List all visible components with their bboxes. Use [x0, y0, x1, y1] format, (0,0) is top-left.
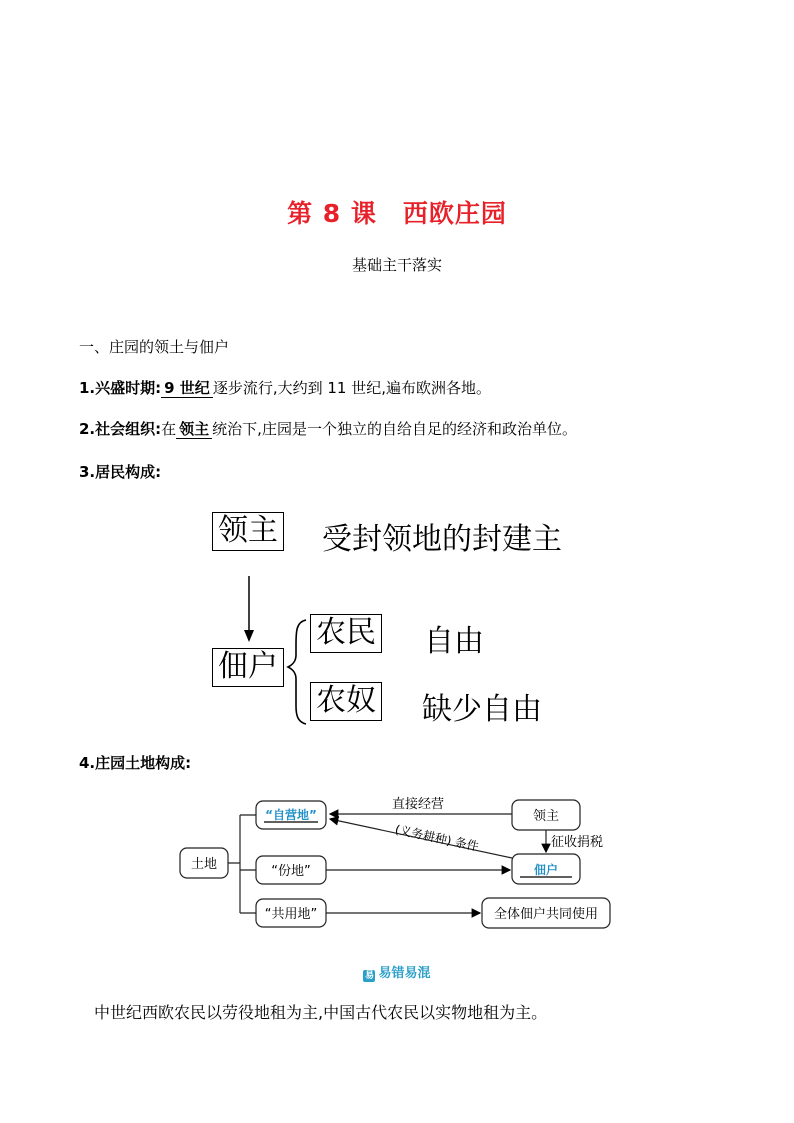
section-heading: 一、庄园的领土与佃户 — [79, 338, 230, 356]
peasant-description: 自由 — [424, 624, 484, 659]
lesson-number: 第 8 课 — [287, 199, 377, 228]
page-subtitle: 基础主干落实 — [351, 256, 442, 274]
tip-heading — [0, 962, 794, 982]
tip-note: 中世纪西欧农民以劳役地租为主,中国古代农民以实物地租为主。 — [94, 1003, 548, 1022]
lord-box: 领主 — [212, 512, 284, 551]
demesne-text: “自营地” — [265, 808, 317, 822]
lord-node-text: 领主 — [532, 809, 560, 824]
item-2-pre: 在 — [161, 420, 177, 438]
item-3-label: 3.居民构成: — [79, 463, 162, 481]
share-text: “份地” — [271, 864, 311, 879]
collect-tax-text: 征收捐税 — [551, 835, 604, 850]
serf-description: 缺少自由 — [422, 692, 542, 727]
item-2-text: 统治下,庄园是一个独立的自给自足的经济和政治单位。 — [212, 420, 577, 438]
tenant-node-text: 佃户 — [533, 863, 559, 877]
direct-manage-text: 直接经营 — [391, 797, 445, 812]
item-2-answer: 领主 — [176, 421, 212, 439]
tip-label: 易错易混 — [378, 966, 431, 981]
labor-condition-text: (义务耕种) 条件 — [393, 822, 480, 854]
tenant-box: 佃户 — [212, 648, 284, 687]
peasant-box: 农民 — [310, 614, 382, 653]
common-text: “共用地” — [264, 907, 318, 922]
common-use-text: 全体佃户共同使用 — [493, 907, 599, 922]
serf-box: 农奴 — [310, 682, 382, 721]
lord-description: 受封领地的封建主 — [322, 522, 562, 557]
lesson-name: 西欧庄园 — [402, 199, 507, 228]
item-1-answer: 9 世纪 — [161, 380, 213, 398]
item-1-label: 1.兴盛时期: — [79, 379, 162, 397]
land-root-text: 土地 — [190, 857, 218, 872]
item-4-label: 4.庄园土地构成: — [79, 754, 192, 772]
item-1-text: 逐步流行,大约到 11 世纪,遍布欧洲各地。 — [212, 379, 491, 397]
item-2-label: 2.社会组织: — [79, 420, 162, 438]
tip-icon: 易 — [364, 971, 374, 981]
land-branches — [228, 815, 256, 913]
